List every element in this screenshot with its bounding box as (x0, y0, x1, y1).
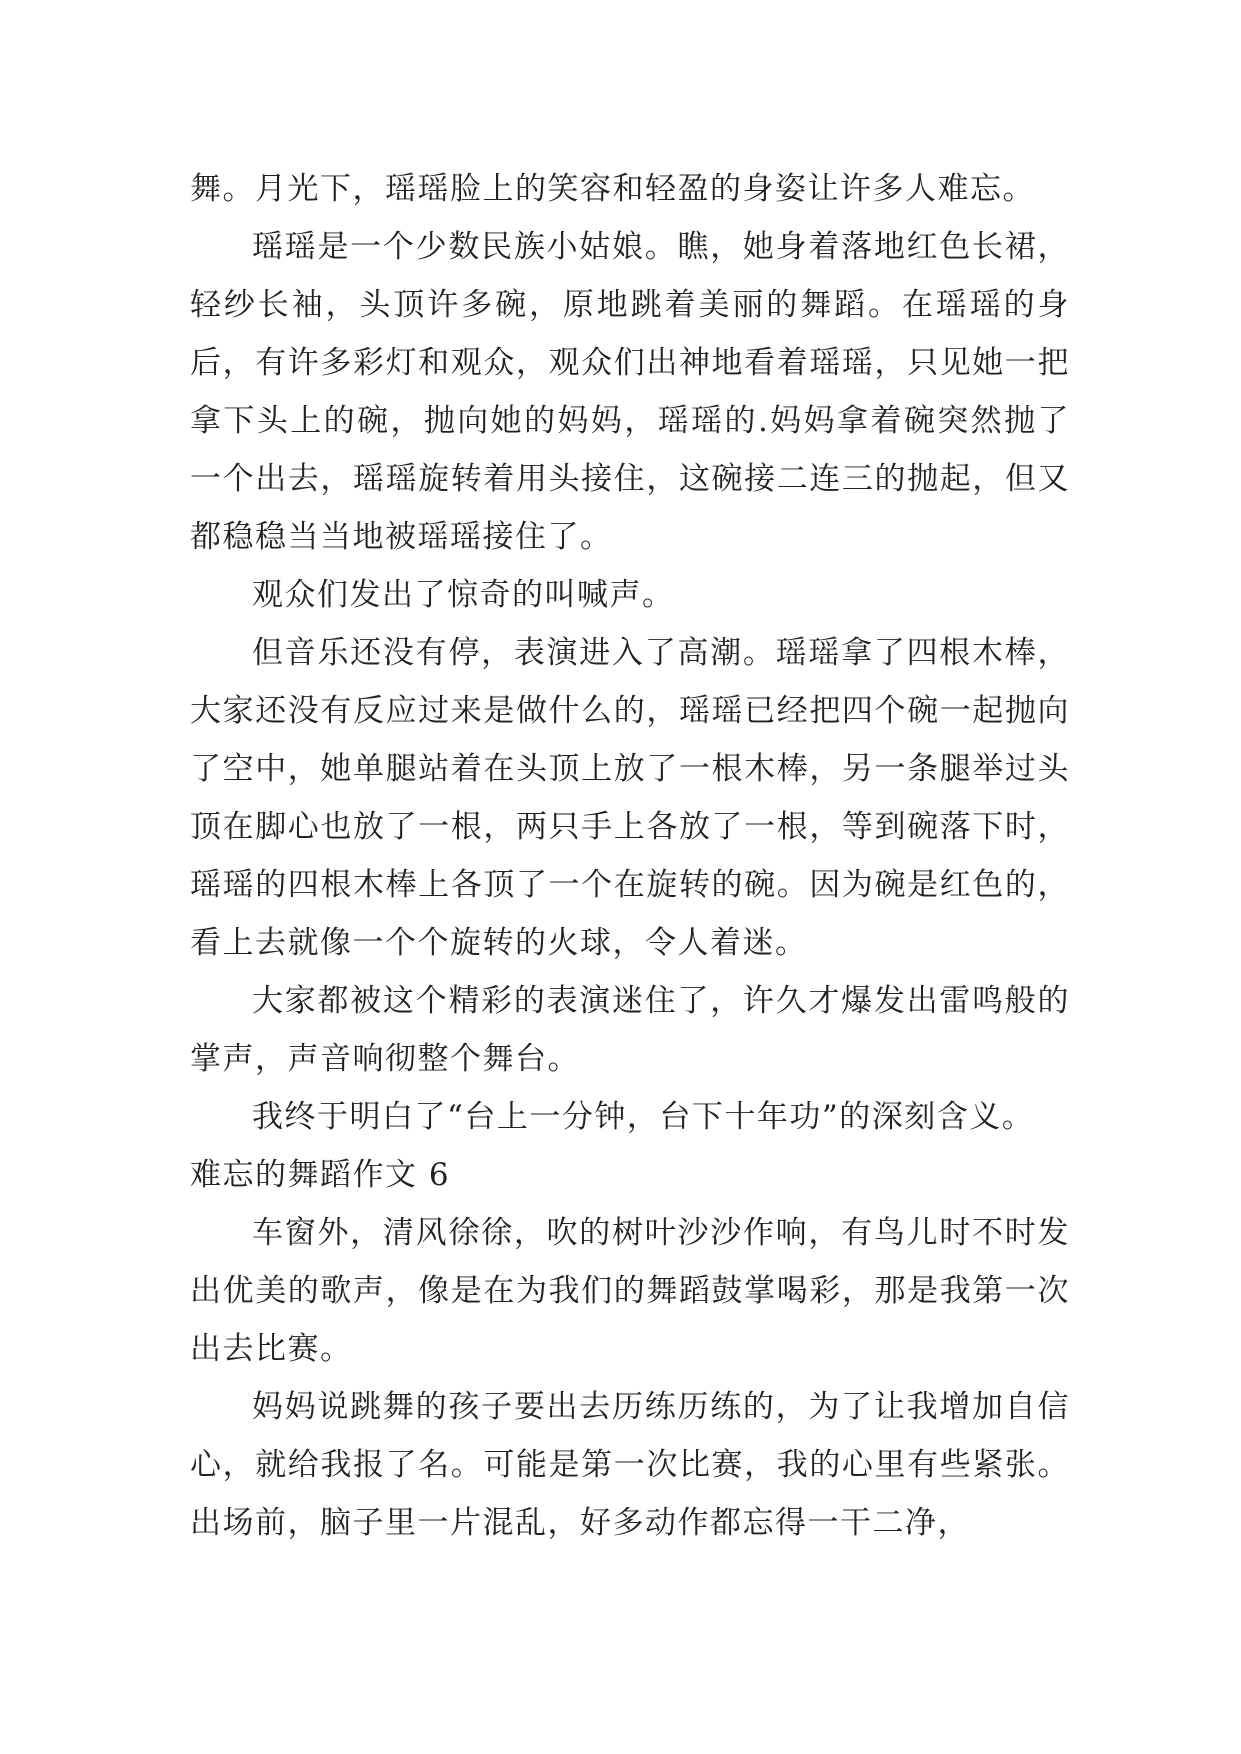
paragraph-1: 舞。月光下，瑶瑶脸上的笑容和轻盈的身姿让许多人难忘。 (190, 171, 1035, 207)
document-body (190, 160, 1070, 1552)
paragraph-4: 但音乐还没有停，表演进入了高潮。瑶瑶拿了四根木棒，大家还没有反应过来是做什么的，瑶瑶已经把四个碗一起抛向了空中，她单腿站着在头顶上放了一根木棒，另一条腿举过头顶在脚心也放了一根，两只手上各放了一根，等到碗落下时，瑶瑶的四根木棒上各顶了一个在旋转的碗。因为碗是红色的，看上去就像一个个旋转的火球，令人着迷。 (190, 635, 1070, 961)
paragraph-7: 车窗外，清风徐徐，吹的树叶沙沙作响，有鸟儿时不时发出优美的歌声，像是在为我们的舞蹈鼓掌喝彩，那是我第一次出去比赛。 (190, 1215, 1070, 1367)
paragraph-5: 大家都被这个精彩的表演迷住了，许久才爆发出雷鸣般的掌声，声音响彻整个舞台。 (190, 983, 1070, 1077)
paragraph-8: 妈妈说跳舞的孩子要出去历练历练的，为了让我增加自信心，就给我报了名。可能是第一次比赛，我的心里有些紧张。出场前，脑子里一片混乱，好多动作都忘得一干二净， (190, 1389, 1070, 1541)
section-heading: 难忘的舞蹈作文 6 (190, 1157, 451, 1193)
paragraph-3: 观众们发出了惊奇的叫喊声。 (252, 577, 675, 613)
paragraph-6: 我终于明白了“台上一分钟，台下十年功”的深刻含义。 (252, 1099, 1035, 1135)
paragraph-2: 瑶瑶是一个少数民族小姑娘。瞧，她身着落地红色长裙，轻纱长袖，头顶许多碗，原地跳着美丽的舞蹈。在瑶瑶的身后，有许多彩灯和观众，观众们出神地看着瑶瑶，只见她一把拿下头上的碗，抛向她的妈妈，瑶瑶的.妈妈拿着碗突然抛了一个出去，瑶瑶旋转着用头接住，这碗接二连三的抛起，但又都稳稳当当地被瑶瑶接住了。 (190, 229, 1070, 555)
